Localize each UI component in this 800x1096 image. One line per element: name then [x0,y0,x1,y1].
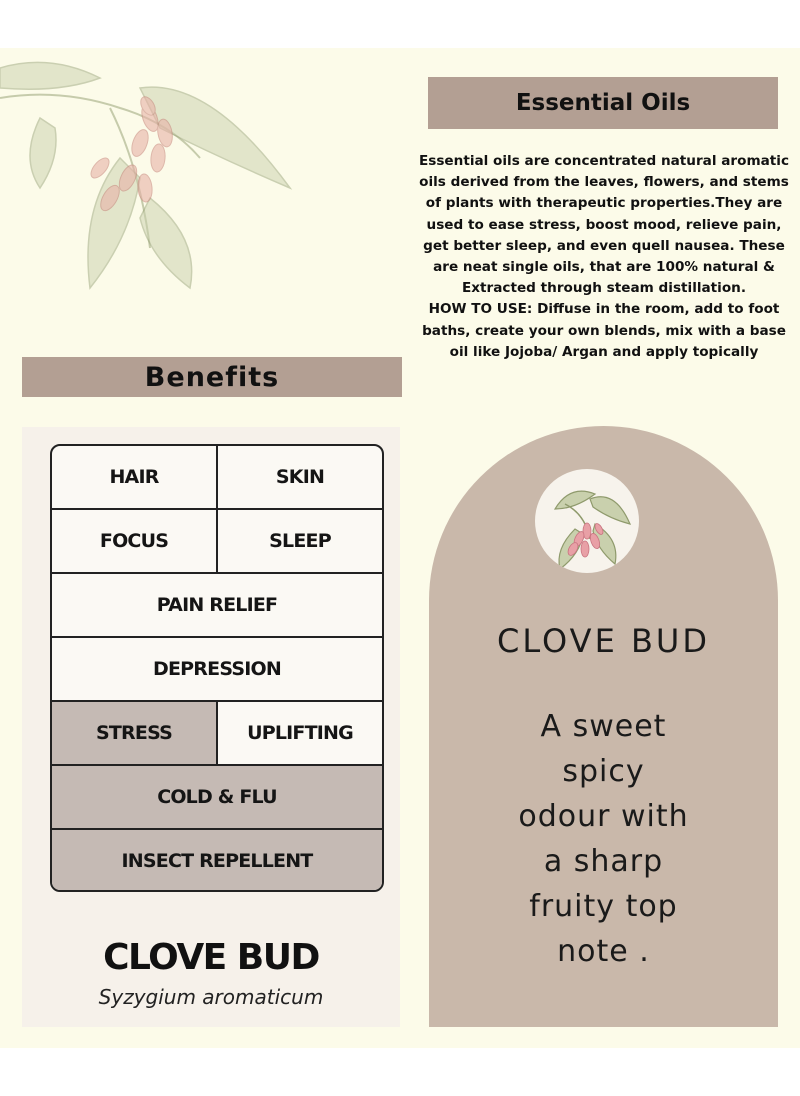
how-to-use-text: HOW TO USE: Diffuse in the room, add to foot baths, create your own blends, mix with a base oil like Jojoba/ Argan and apply topically [422,301,786,360]
benefit-cell-skin: SKIN [216,446,382,508]
benefits-table [50,444,384,892]
feature-line: fruity top [529,889,678,924]
benefit-cell-hair: HAIR [109,466,159,488]
benefits-header [22,357,402,397]
product-name: CLOVE BUD [103,937,319,978]
essential-oils-header [428,77,778,129]
benefit-row [52,638,382,702]
benefit-row [52,574,382,638]
essential-oils-title: Essential Oils [515,90,691,116]
feature-line: note . [557,934,650,969]
feature-description [489,704,718,974]
benefits-title: Benefits [144,361,280,393]
benefit-cell-uplifting: UPLIFTING [216,702,382,764]
benefit-cell-insect-repellent: INSECT REPELLENT [52,830,382,892]
feature-title: CLOVE BUD [497,622,710,660]
benefit-row [52,766,382,830]
product-arch-panel [429,426,778,1027]
benefit-row [52,702,382,766]
benefit-cell-depression: DEPRESSION [153,658,281,680]
benefit-cell-cold-flu: COLD & FLU [52,766,382,828]
feature-line: A sweet [540,709,667,744]
clove-plant-illustration [0,48,300,298]
feature-line: spicy [562,754,645,789]
product-latin-name: Syzygium aromaticum [98,985,324,1009]
benefit-row [52,830,382,892]
benefits-card [22,427,400,1027]
feature-line: odour with [518,799,689,834]
benefit-row [52,510,382,574]
clove-flower-icon [535,469,639,573]
benefit-cell-sleep: SLEEP [216,510,382,572]
feature-line: a sharp [543,844,664,879]
essential-oils-description [418,151,790,363]
benefit-cell-stress: STRESS [52,702,216,764]
benefit-row [52,446,382,510]
benefit-cell-pain-relief: PAIN RELIEF [156,594,278,616]
essential-oils-intro: Essential oils are concentrated natural aromatic oils derived from the leaves, flowers, and stems of plants with therapeutic properties.They are used to ease stress, boost mood, relieve pain, get better sleep, and even quell nausea. These are neat single oils, that are 100% natural & Extracted through steam distillation. [418,153,790,297]
benefit-cell-focus: FOCUS [99,530,169,552]
